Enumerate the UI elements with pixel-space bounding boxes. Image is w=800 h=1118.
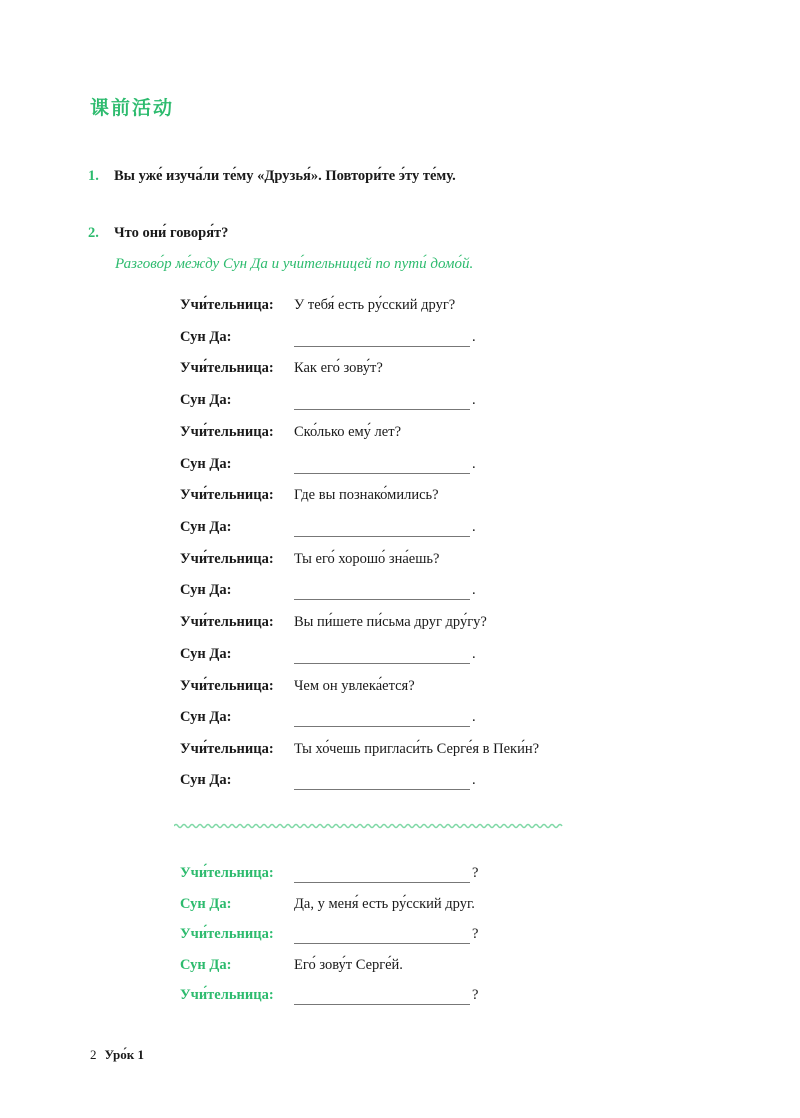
blank-punctuation: . bbox=[472, 456, 476, 472]
blank-punctuation: . bbox=[472, 582, 476, 598]
answer-blank[interactable] bbox=[294, 473, 470, 474]
dialogue-line: Чем он увлека́ется? bbox=[294, 678, 415, 694]
task-text: Что они́ говоря́т? bbox=[114, 225, 229, 241]
task-subtitle: Разгово́р ме́жду Сун Да и учи́тельницей по пути́ домо́й. bbox=[115, 256, 474, 272]
speaker-label: Сун Да: bbox=[180, 329, 232, 345]
dialogue-line: Как его́ зову́т? bbox=[294, 360, 383, 376]
speaker-label: Учи́тельница: bbox=[180, 487, 274, 503]
speaker-label: Сун Да: bbox=[180, 519, 232, 535]
blank-punctuation: ? bbox=[472, 926, 479, 942]
speaker-label: Учи́тельница: bbox=[180, 678, 274, 694]
speaker-label: Сун Да: bbox=[180, 392, 232, 408]
speaker-label: Сун Да: bbox=[180, 896, 232, 912]
answer-blank[interactable] bbox=[294, 346, 470, 347]
speaker-label: Учи́тельница: bbox=[180, 551, 274, 567]
speaker-label: Учи́тельница: bbox=[180, 926, 274, 942]
task-number: 2. bbox=[88, 225, 99, 241]
dialogue-line: Его́ зову́т Серге́й. bbox=[294, 957, 403, 973]
task-number: 1. bbox=[88, 168, 99, 184]
answer-blank[interactable] bbox=[294, 536, 470, 537]
speaker-label: Сун Да: bbox=[180, 456, 232, 472]
answer-blank[interactable] bbox=[294, 943, 470, 944]
dialogue-line: Ты его́ хорошо́ зна́ешь? bbox=[294, 551, 440, 567]
lesson-label: Уро́к 1 bbox=[104, 1047, 144, 1062]
page-footer bbox=[90, 1047, 144, 1063]
blank-punctuation: . bbox=[472, 519, 476, 535]
dialogue-line: Где вы познако́мились? bbox=[294, 487, 439, 503]
task-2 bbox=[88, 225, 228, 242]
speaker-label: Сун Да: bbox=[180, 646, 232, 662]
speaker-label: Учи́тельница: bbox=[180, 360, 274, 376]
blank-punctuation: ? bbox=[472, 987, 479, 1003]
dialogue-line: Да, у меня́ есть ру́сский друг. bbox=[294, 896, 475, 912]
speaker-label: Учи́тельница: bbox=[180, 865, 274, 881]
blank-punctuation: ? bbox=[472, 865, 479, 881]
speaker-label: Учи́тельница: bbox=[180, 424, 274, 440]
answer-blank[interactable] bbox=[294, 1004, 470, 1005]
dialogue-line: Вы пи́шете пи́сьма друг дру́гу? bbox=[294, 614, 487, 630]
answer-blank[interactable] bbox=[294, 882, 470, 883]
blank-punctuation: . bbox=[472, 392, 476, 408]
dialogue-line: Ско́лько ему́ лет? bbox=[294, 424, 402, 440]
speaker-label: Учи́тельница: bbox=[180, 987, 274, 1003]
speaker-label: Сун Да: bbox=[180, 772, 232, 788]
answer-blank[interactable] bbox=[294, 599, 470, 600]
blank-punctuation: . bbox=[472, 329, 476, 345]
speaker-label: Сун Да: bbox=[180, 582, 232, 598]
speaker-label: Сун Да: bbox=[180, 709, 232, 725]
page-number: 2 bbox=[90, 1047, 97, 1062]
task-text: Вы уже́ изуча́ли те́му «Друзья́». Повтори́те э́ту те́му. bbox=[114, 168, 456, 184]
speaker-label: Учи́тельница: bbox=[180, 297, 274, 313]
task-1 bbox=[88, 168, 456, 185]
speaker-label: Сун Да: bbox=[180, 957, 232, 973]
blank-punctuation: . bbox=[472, 709, 476, 725]
answer-blank[interactable] bbox=[294, 663, 470, 664]
dialogue-line: Ты хо́чешь пригласи́ть Серге́я в Пеки́н? bbox=[294, 741, 540, 757]
answer-blank[interactable] bbox=[294, 726, 470, 727]
blank-punctuation: . bbox=[472, 772, 476, 788]
dialogue-line: У тебя́ есть ру́сский друг? bbox=[294, 297, 456, 313]
speaker-label: Учи́тельница: bbox=[180, 614, 274, 630]
answer-blank[interactable] bbox=[294, 409, 470, 410]
answer-blank[interactable] bbox=[294, 789, 470, 790]
speaker-label: Учи́тельница: bbox=[180, 741, 274, 757]
section-title: 课前活动 bbox=[90, 97, 175, 119]
blank-punctuation: . bbox=[472, 646, 476, 662]
wavy-divider bbox=[174, 823, 564, 829]
